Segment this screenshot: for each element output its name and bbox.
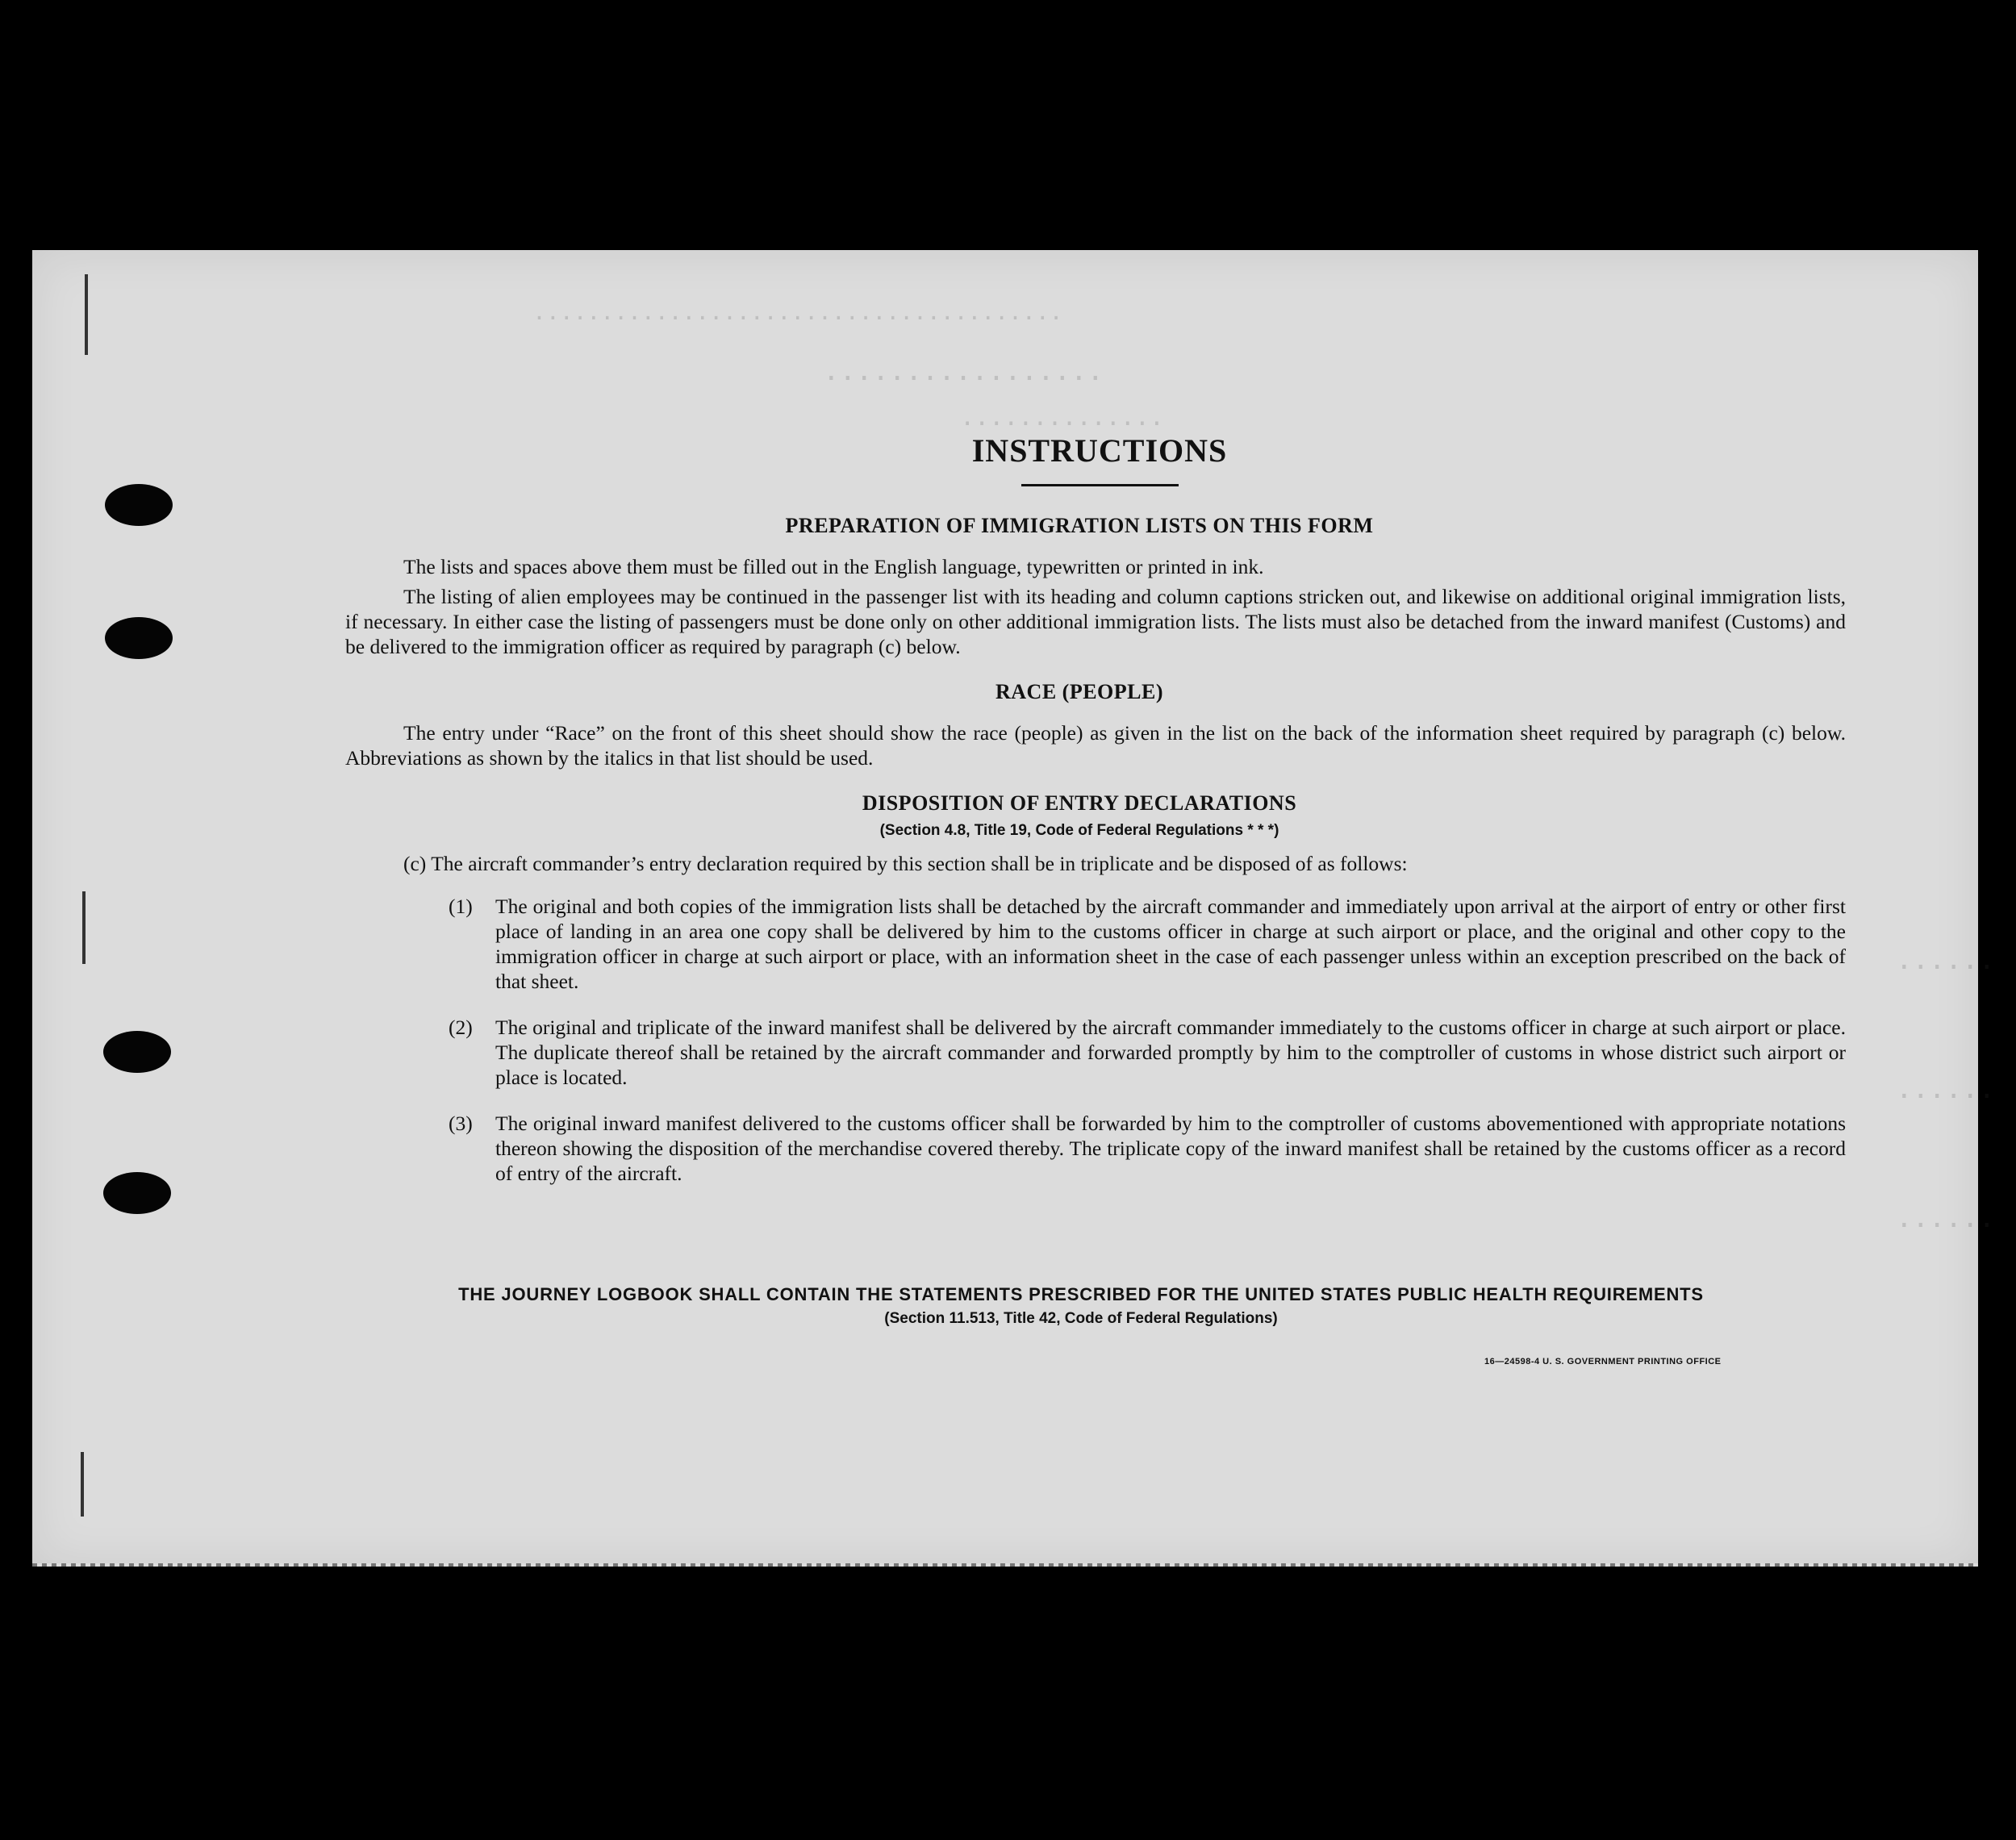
perforated-edge: [32, 1563, 1978, 1567]
title-underline: [1021, 484, 1179, 486]
paragraph-c: (c) The aircraft commander’s entry declaration required by this section shall be in triplicate and be disposed of as follows:: [403, 852, 1408, 875]
page-title: INSTRUCTIONS: [971, 432, 1228, 469]
list-item-text: The original and triplicate of the inward manifest shall be delivered by the aircraft commander immediately to the customs officer in charge at such airport or place. The duplicate thereof shall be retained by the aircraft commander and forwarded promptly by him to the comptroller of customs in whose district such airport or place is located.: [495, 1016, 1846, 1089]
bleed-through-text: .......................................: [532, 298, 1063, 325]
instructions-content: [313, 432, 1846, 1207]
list-item-text: The original and both copies of the immigration lists shall be detached by the aircraft commander and immediately upon arrival at the airport of entry or other first place of landing in an area one copy shall be delivered by him to the customs officer in charge at such airport or place, and the original and other copy to the immigration officer in charge at such airport or place, with an information sheet in the case of each passenger unless within an exception prescribed on the back of that sheet.: [495, 895, 1846, 993]
binding-mark: [82, 891, 86, 964]
footer-citation: (Section 11.513, Title 42, Code of Federal Regulations): [884, 1310, 1278, 1327]
printing-office-code: 16—24598‑4 U. S. GOVERNMENT PRINTING OFFICE: [1484, 1357, 1722, 1366]
race-paragraph: The entry under “Race” on the front of this sheet should show the race (people) as given in the list on the back of the information sheet required by paragraph (c) below. Abbreviations as shown by the italics in that list should be used.: [345, 721, 1846, 770]
preparation-paragraph-1: The lists and spaces above them must be filled out in the English language, typewritten or printed in ink.: [403, 555, 1264, 578]
punch-hole: [105, 484, 173, 526]
list-item: [449, 1111, 1846, 1186]
bleed-through-text: ..............: [960, 403, 1164, 432]
list-item-number: (2): [449, 1016, 473, 1039]
binding-mark: [85, 274, 88, 355]
disposition-citation: (Section 4.8, Title 19, Code of Federal Regulations * * *): [879, 822, 1279, 839]
list-item-text: The original inward manifest delivered to the customs officer shall be forwarded by him to the comptroller of customs abovementioned with appropriate notations thereon showing the disposition of the merchandise covered thereby. The triplicate copy of the inward manifest shall be retained by the customs officer as a record of entry of the aircraft.: [495, 1112, 1846, 1185]
footer-statement: THE JOURNEY LOGBOOK SHALL CONTAIN THE STATEMENTS PRESCRIBED FOR THE UNITED STATES PUBLIC HEALTH REQUIREMENTS: [458, 1284, 1704, 1304]
binding-mark: [81, 1452, 84, 1517]
list-item-number: (3): [449, 1112, 473, 1135]
section-heading-race: RACE (PEOPLE): [995, 680, 1163, 703]
list-item: [449, 1015, 1846, 1090]
bleed-through-text: ......: [1896, 944, 1995, 976]
bleed-through-text: ......: [1896, 1202, 1995, 1234]
list-item: [449, 894, 1846, 994]
punch-hole: [103, 1172, 171, 1214]
document-sheet: [32, 250, 1995, 1567]
section-heading-preparation: PREPARATION OF IMMIGRATION LISTS ON THIS FORM: [785, 514, 1374, 537]
punch-hole: [103, 1031, 171, 1073]
bleed-through-text: ......: [1896, 1073, 1995, 1105]
bleed-through-text: .................: [823, 355, 1104, 387]
punch-hole: [105, 617, 173, 659]
list-item-number: (1): [449, 895, 473, 918]
section-heading-disposition: DISPOSITION OF ENTRY DECLARATIONS: [862, 791, 1297, 815]
preparation-paragraph-2: The listing of alien employees may be continued in the passenger list with its heading and column captions stricken out, and likewise on additional original immigration lists, if necessary. In either case the listing of passengers must be done only on other additional immigration lists. The lists must also be detached from the inward manifest (Customs) and be delivered to the immigration officer as required by paragraph (c) below.: [345, 585, 1846, 658]
